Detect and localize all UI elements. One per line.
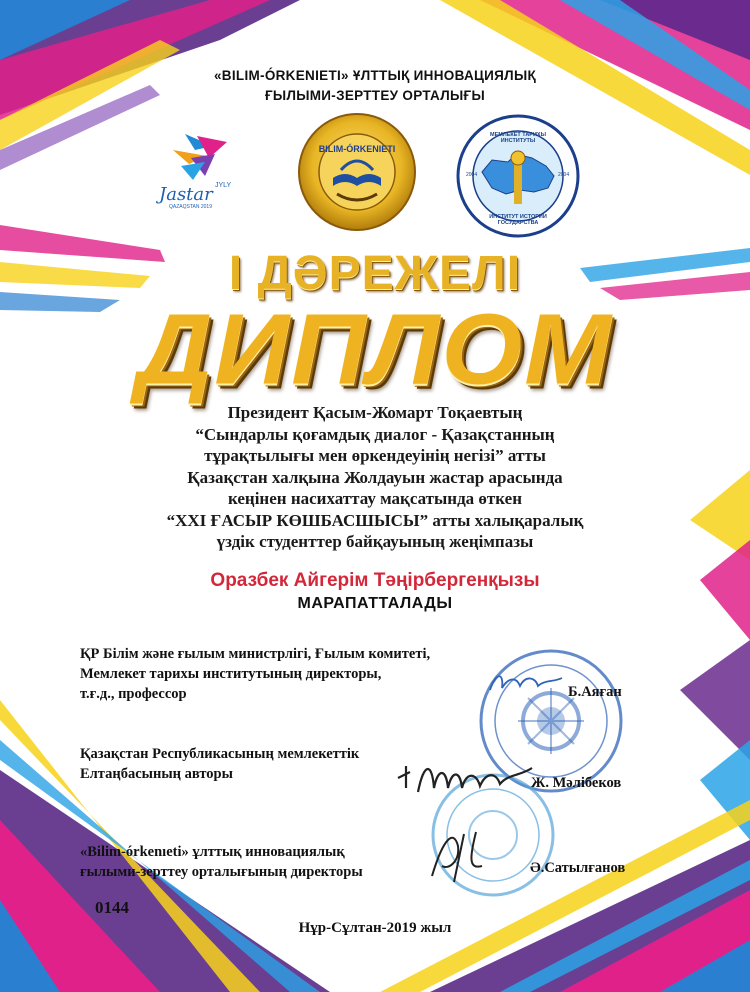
signatory-1-line: Мемлекет тарихы институтының директоры,	[80, 666, 382, 682]
org-line-1: «BILIM-ÓRKENIETI» ҰЛТТЫҚ ИННОВАЦИЯЛЫҚ	[213, 68, 536, 83]
signatory-3-line: ғылыми-зерттеу орталығының директоры	[80, 864, 363, 880]
bilim-seal-name: BILIM-ÓRKENIETI	[318, 144, 396, 154]
signatory-1-line: ҚР Білім және ғылым министрлігі, Ғылым комитеті,	[80, 646, 431, 662]
diploma-degree: I ДӘРЕЖЕЛІ	[228, 247, 522, 300]
institute-ring-bottom: ИНСТИТУТ ИСТОРИИ ГОСУДАРСТВА	[489, 214, 547, 226]
body-line: тұрақтылығы мен өркендеуінің негізі” атты	[204, 446, 546, 465]
signatory-1-line: т.ғ.д., профессор	[80, 686, 187, 702]
body-line: үздік студенттер байқауының жеңімпазы	[216, 532, 534, 551]
institute-ring-top: МЕМЛЕКЕТ ТАРИХЫ ИНСТИТУТЫ	[490, 132, 546, 144]
jastar-sub: QAZAQSTAN 2019	[169, 204, 212, 210]
signatory-3-name: Ә.Сатылғанов	[530, 860, 626, 876]
org-line-2: ҒЫЛЫМИ-ЗЕРТТЕУ ОРТАЛЫҒЫ	[264, 88, 486, 103]
diploma-title: ДИПЛОМ	[137, 294, 613, 406]
awarded-text: МАРАПАТТАЛАДЫ	[297, 595, 453, 612]
body-line: Қазақстан халқына Жолдауын жастар арасында	[187, 467, 563, 487]
body-line: “Сындарлы қоғамдық диалог - Қазақстанның	[195, 424, 555, 444]
jastar-logo	[155, 128, 265, 218]
jastar-suffix: JYLY	[215, 182, 232, 189]
body-line: “XXI ҒАСЫР КӨШБАСШЫСЫ” атты халықаралық	[166, 510, 584, 530]
signatory-3-line: «Bilim-órkenıeti» ұлттық инновациялық	[80, 844, 345, 860]
signature-ayagan	[486, 668, 566, 698]
institute-year-right: 2004	[558, 172, 570, 178]
diploma-body	[0, 402, 750, 553]
signatory-2-name: Ж. Мәлібеков	[531, 775, 622, 791]
signatory-3-title	[80, 842, 363, 882]
signatory-2-title	[80, 744, 359, 784]
body-line: кеңінен насихаттау мақсатында өткен	[228, 489, 522, 508]
bilim-book-seal-icon	[297, 112, 417, 232]
institute-logo	[456, 114, 580, 238]
signatory-1-name: Б.Аяған	[568, 684, 622, 700]
signature-satylganov	[424, 826, 504, 886]
recipient-name: Оразбек Айгерім Тәңірбергенқызы	[210, 570, 540, 591]
bilim-orkenieti-seal	[297, 112, 417, 232]
jastar-text: Jastar	[159, 184, 213, 205]
body-line: Президент Қасым-Жомарт Тоқаевтың	[227, 403, 523, 422]
signature-malibekov	[396, 758, 536, 802]
diploma-number: 0144	[95, 898, 129, 917]
signatory-1-title	[80, 644, 430, 704]
institute-year-left: 2004	[466, 172, 478, 178]
signatory-2-line: Елтаңбасының авторы	[80, 766, 233, 782]
city-year: Нұр-Сұлтан-2019 жыл	[298, 920, 452, 936]
signatory-2-line: Қазақстан Республикасының мемлекеттік	[80, 746, 360, 762]
organization-header	[0, 66, 750, 106]
